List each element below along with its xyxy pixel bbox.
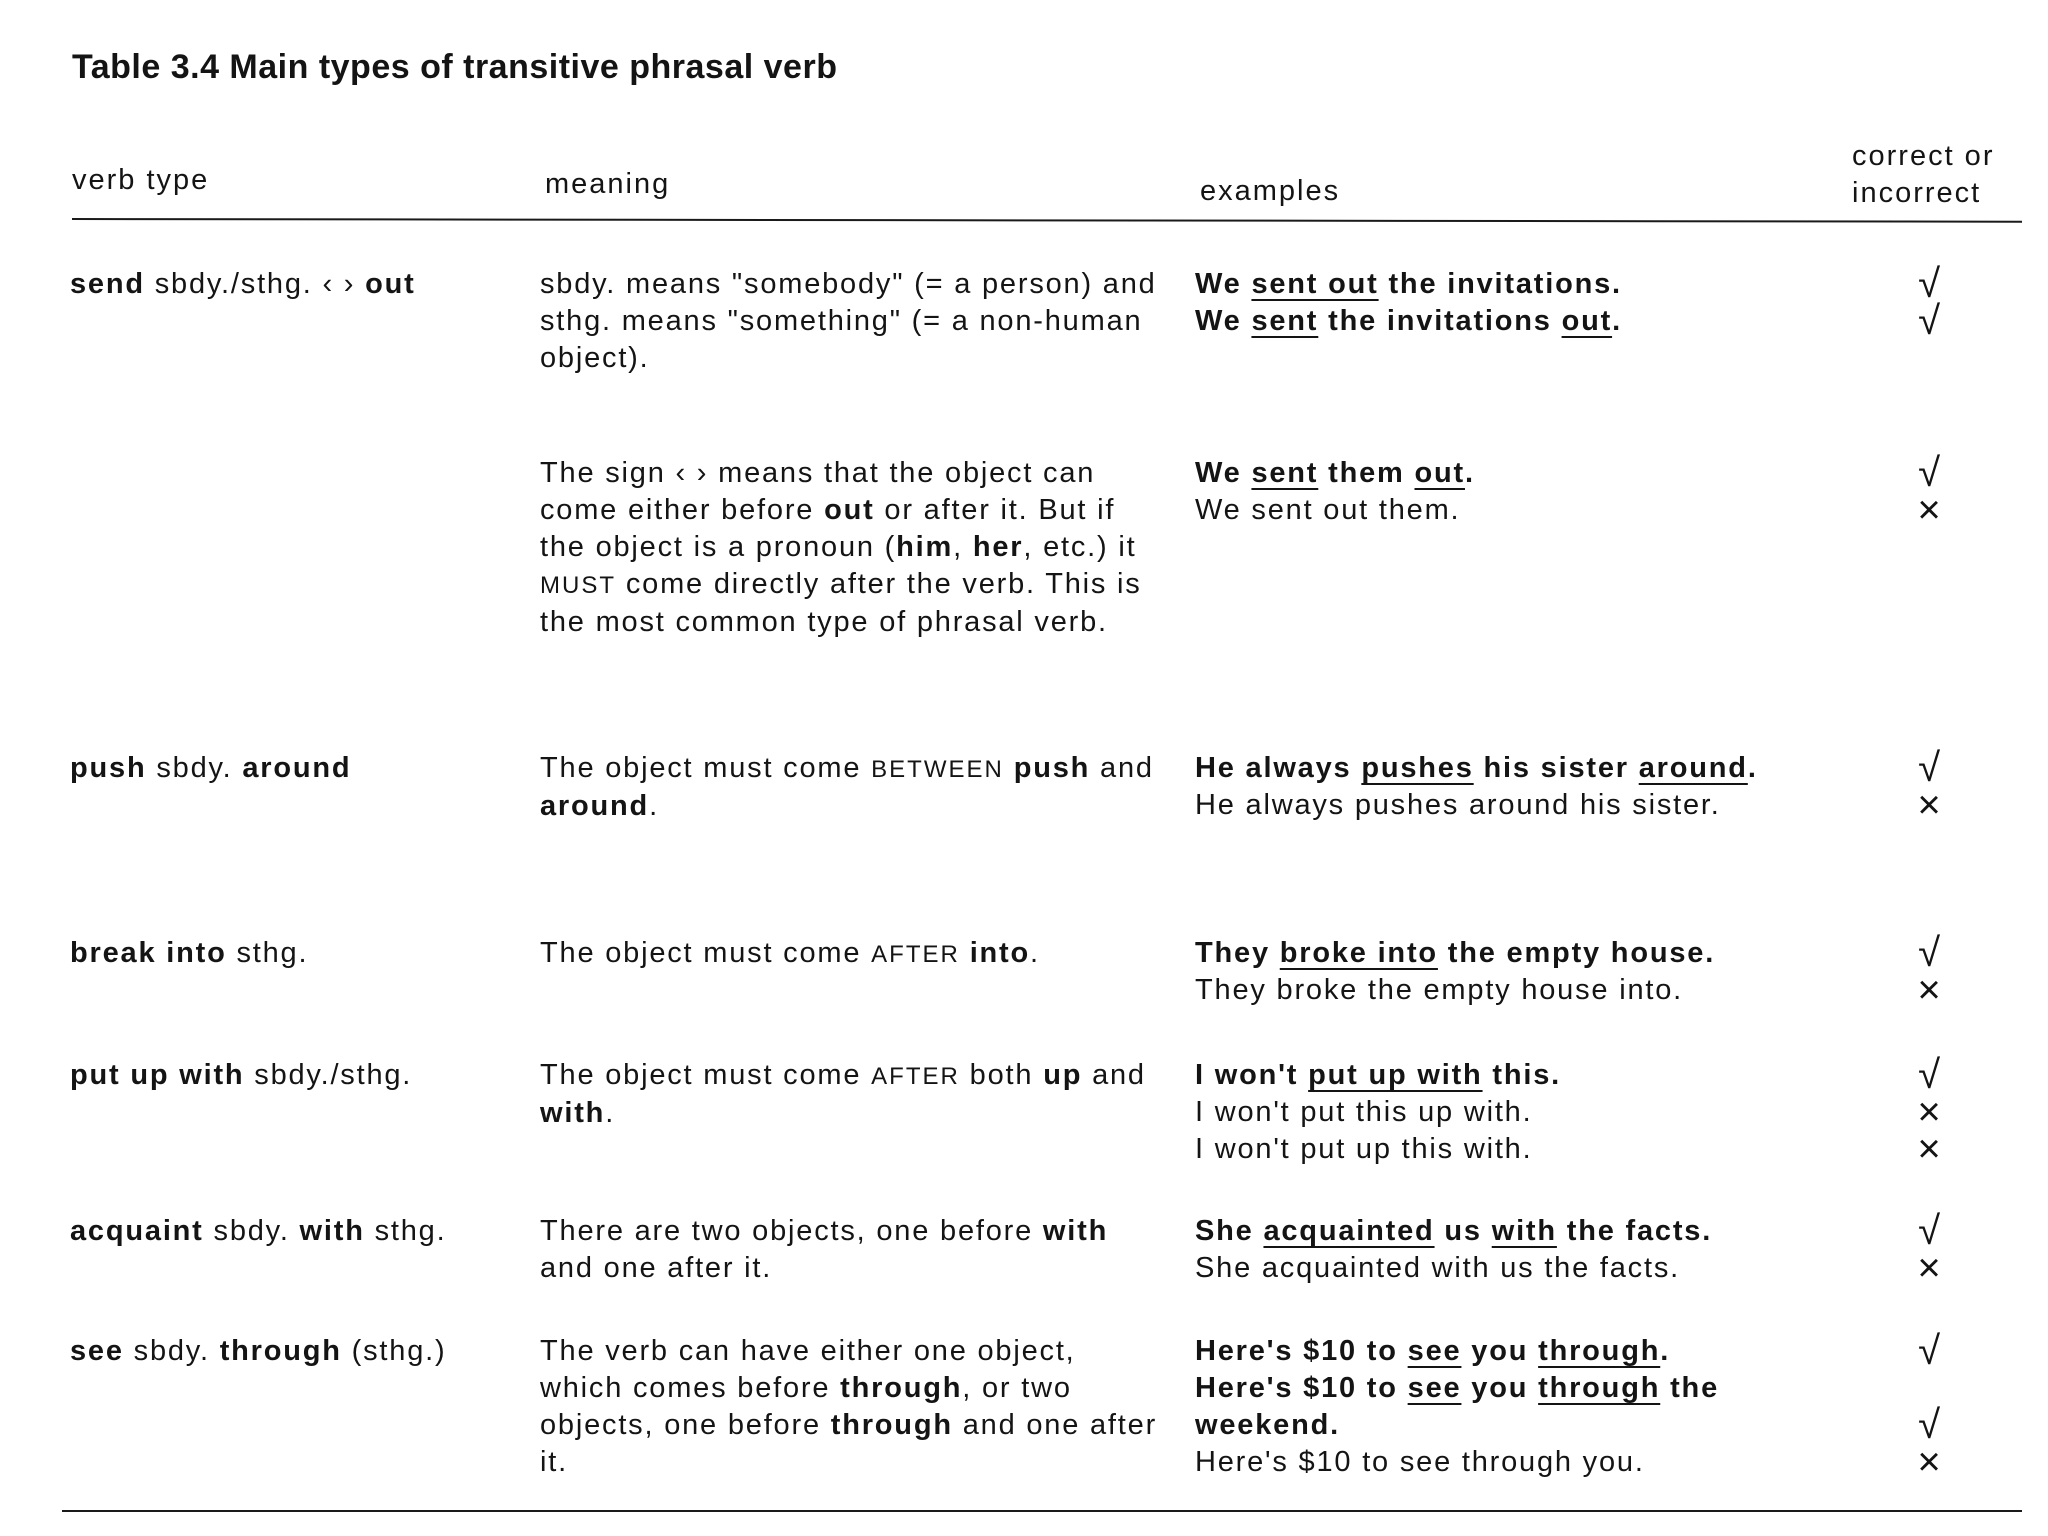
cross-mark-icon: ×: [1917, 968, 1943, 1012]
bold-text: send: [70, 268, 145, 300]
cross-mark-icon: ×: [1917, 1127, 1943, 1171]
incorrect-example: [1195, 1131, 1835, 1168]
bold-text: through: [219, 1335, 342, 1367]
underlined-text: out: [1414, 457, 1465, 489]
text-run: AFTER: [871, 941, 960, 968]
text-run: his sister: [1473, 752, 1639, 784]
bottom-rule: [62, 1510, 2022, 1512]
text-run: the invitations: [1318, 305, 1562, 337]
check-mark-icon: √: [1918, 746, 1942, 790]
text-run: .: [1464, 457, 1475, 489]
underlined-text: see: [1407, 1372, 1462, 1404]
text-run: the invitations.: [1378, 268, 1622, 300]
check-mark-icon: √: [1918, 1053, 1942, 1097]
cross-mark-icon: ×: [1917, 1090, 1943, 1134]
text-run: They broke the empty house into.: [1195, 974, 1684, 1006]
verb-type-cell: [70, 266, 510, 303]
examples-cell: [1195, 1213, 1835, 1287]
meaning-cell: [540, 1057, 1160, 1132]
text-run: They: [1195, 937, 1280, 969]
underlined-text: sent: [1251, 305, 1319, 337]
text-run: sthg.: [226, 937, 309, 969]
table-title: Table 3.4 Main types of transitive phrasal verb: [72, 48, 838, 86]
text-run: The sign ‹ › means that the object can come either before: [540, 457, 1096, 526]
text-run: The verb can have either one object, which comes before: [540, 1335, 1076, 1404]
text-run: .: [1747, 752, 1758, 784]
examples-cell: [1195, 935, 1835, 1009]
check-mark-icon: √: [1918, 1403, 1942, 1447]
bold-text: put up with: [70, 1059, 245, 1091]
meaning-cell: [540, 750, 1160, 825]
text-run: and: [1090, 752, 1154, 784]
text-run: I won't put this up with.: [1195, 1096, 1533, 1128]
text-run: sbdy./sthg. ‹ ›: [144, 268, 366, 300]
text-run: , or two objects, one before: [540, 1372, 1072, 1441]
text-run: .: [605, 1097, 616, 1129]
cross-mark-icon: ×: [1917, 1440, 1943, 1484]
underlined-text: put up with: [1308, 1059, 1483, 1091]
examples-cell: [1195, 1333, 1835, 1481]
correct-example: [1195, 1213, 1835, 1250]
meaning-cell: [540, 935, 1160, 973]
cross-mark-icon: ×: [1917, 488, 1943, 532]
text-run: sbdy. means "somebody" (= a person) and sthg. means "something" (= a non-human object).: [540, 268, 1157, 374]
incorrect-example: [1195, 492, 1835, 529]
meaning-cell: [540, 1213, 1160, 1287]
text-run: She acquainted with us the facts.: [1195, 1252, 1680, 1284]
underlined-text: broke into: [1279, 937, 1438, 969]
text-run: The object must come: [540, 1059, 872, 1091]
text-run: We sent out them.: [1195, 494, 1461, 526]
bold-text: into: [969, 937, 1031, 969]
bold-text: through: [830, 1409, 953, 1441]
text-run: .: [1030, 937, 1040, 969]
column-header-correct-line2: incorrect: [1852, 177, 1982, 209]
examples-cell: [1195, 1057, 1835, 1168]
meaning-cell: [540, 266, 1160, 377]
text-run: We: [1195, 457, 1252, 489]
meaning-paragraph: [540, 750, 1160, 825]
verb-type-cell: [70, 1333, 510, 1370]
check-mark-icon: √: [1918, 262, 1942, 306]
text-run: you: [1461, 1372, 1539, 1404]
text-run: .: [1612, 305, 1622, 337]
text-run: We: [1195, 268, 1252, 300]
bold-text: see: [70, 1335, 124, 1367]
check-mark-icon: √: [1918, 299, 1942, 343]
examples-cell: [1195, 750, 1835, 824]
text-run: The object must come: [540, 752, 872, 784]
text-run: you: [1461, 1335, 1539, 1367]
meaning-cell: [540, 1333, 1160, 1481]
incorrect-example: [1195, 1094, 1835, 1131]
text-run: sbdy.: [123, 1335, 220, 1367]
column-header-verb-type: verb type: [72, 164, 210, 196]
correct-example: [1195, 1370, 1835, 1444]
cross-mark-icon: ×: [1917, 1246, 1943, 1290]
text-run: and one after it.: [540, 1252, 773, 1284]
text-run: , etc.) it: [1023, 531, 1137, 563]
text-run: BETWEEN: [871, 756, 1004, 783]
text-run: AFTER: [871, 1063, 960, 1090]
column-header-meaning: meaning: [545, 168, 671, 200]
check-mark-icon: √: [1918, 451, 1942, 495]
text-run: the empty house.: [1437, 937, 1716, 969]
text-run: Here's $10 to: [1195, 1372, 1408, 1404]
examples-cell: [1195, 455, 1835, 529]
underlined-text: with: [1491, 1215, 1557, 1247]
bold-text: up: [1043, 1059, 1083, 1091]
bold-text: break into: [70, 937, 227, 969]
text-run: sbdy./sthg.: [244, 1059, 413, 1091]
meaning-paragraph: [540, 455, 1160, 641]
text-run: the weekend.: [1195, 1372, 1719, 1441]
meaning-paragraph: [540, 1333, 1160, 1481]
bold-text: push: [1013, 752, 1091, 784]
bold-text: through: [840, 1372, 963, 1404]
check-mark-icon: √: [1918, 931, 1942, 975]
underlined-text: around: [1638, 752, 1748, 784]
bold-text: with: [299, 1215, 365, 1247]
bold-text: push: [70, 752, 147, 784]
verb-type-cell: [70, 750, 510, 787]
text-run: or after it. But if the object is a pronoun (: [540, 494, 1116, 563]
header-rule: [72, 218, 2022, 223]
text-run: There are two objects, one before: [540, 1215, 1043, 1247]
text-run: He always: [1195, 752, 1362, 784]
correct-example: [1195, 935, 1835, 972]
text-run: sthg.: [364, 1215, 447, 1247]
bold-text: out: [365, 268, 416, 300]
bold-text: with: [540, 1097, 606, 1129]
text-run: .: [649, 790, 659, 822]
text-run: [960, 937, 970, 969]
column-header-correct-or-incorrect: [1852, 138, 1994, 212]
text-run: and: [1082, 1059, 1146, 1091]
incorrect-example: [1195, 1444, 1835, 1481]
text-run: .: [1660, 1335, 1671, 1367]
underlined-text: out: [1561, 305, 1613, 337]
text-run: and one after it.: [540, 1409, 1158, 1478]
text-run: the facts.: [1556, 1215, 1713, 1247]
underlined-text: pushes: [1361, 752, 1474, 784]
text-run: us: [1434, 1215, 1492, 1247]
bold-text: around: [242, 752, 352, 784]
bold-text: with: [1042, 1215, 1109, 1247]
text-run: come directly after the verb. This is the most common type of phrasal verb.: [540, 568, 1142, 638]
text-run: (sthg.): [341, 1335, 447, 1367]
verb-type-cell: [70, 1057, 510, 1094]
text-run: We: [1195, 305, 1252, 337]
column-header-correct-line1: correct or: [1852, 140, 1995, 172]
text-run: Here's $10 to see through you.: [1195, 1446, 1645, 1478]
meaning-paragraph: [540, 1057, 1160, 1132]
bold-text: her: [972, 531, 1024, 563]
underlined-text: through: [1538, 1372, 1661, 1404]
correct-example: [1195, 266, 1835, 303]
meaning-paragraph: [540, 266, 1160, 377]
correct-example: [1195, 455, 1835, 492]
bold-text: acquaint: [70, 1215, 204, 1247]
text-run: She: [1195, 1215, 1264, 1247]
examples-cell: [1195, 266, 1835, 340]
text-run: MUST: [540, 572, 616, 599]
underlined-text: through: [1538, 1335, 1661, 1367]
incorrect-example: [1195, 787, 1835, 824]
text-run: I won't: [1195, 1059, 1309, 1091]
text-run: this.: [1482, 1059, 1562, 1091]
bold-text: him: [896, 531, 954, 563]
meaning-paragraph: [540, 935, 1160, 973]
underlined-text: sent out: [1251, 268, 1379, 300]
underlined-text: sent: [1251, 457, 1319, 489]
text-run: sbdy.: [146, 752, 243, 784]
incorrect-example: [1195, 972, 1835, 1009]
verb-type-cell: [70, 1213, 510, 1250]
underlined-text: acquainted: [1263, 1215, 1435, 1247]
text-run: He always pushes around his sister.: [1195, 789, 1721, 821]
bold-text: around: [540, 790, 650, 822]
underlined-text: see: [1407, 1335, 1462, 1367]
text-run: ,: [953, 531, 973, 563]
verb-type-cell: [70, 935, 510, 972]
column-header-examples: examples: [1200, 175, 1341, 207]
cross-mark-icon: ×: [1917, 783, 1943, 827]
correct-example: [1195, 303, 1835, 340]
check-mark-icon: √: [1918, 1209, 1942, 1253]
bold-text: out: [824, 494, 875, 526]
text-run: I won't put up this with.: [1195, 1133, 1533, 1165]
text-run: The object must come: [540, 937, 872, 969]
text-run: sbdy.: [203, 1215, 300, 1247]
text-run: them: [1318, 457, 1415, 489]
correct-example: [1195, 750, 1835, 787]
text-run: Here's $10 to: [1195, 1335, 1408, 1367]
text-run: [1004, 752, 1014, 784]
check-mark-icon: √: [1918, 1329, 1942, 1373]
correct-example: [1195, 1333, 1835, 1370]
meaning-cell: [540, 455, 1160, 641]
text-run: both: [959, 1059, 1044, 1091]
correct-example: [1195, 1057, 1835, 1094]
meaning-paragraph: [540, 1213, 1160, 1287]
incorrect-example: [1195, 1250, 1835, 1287]
